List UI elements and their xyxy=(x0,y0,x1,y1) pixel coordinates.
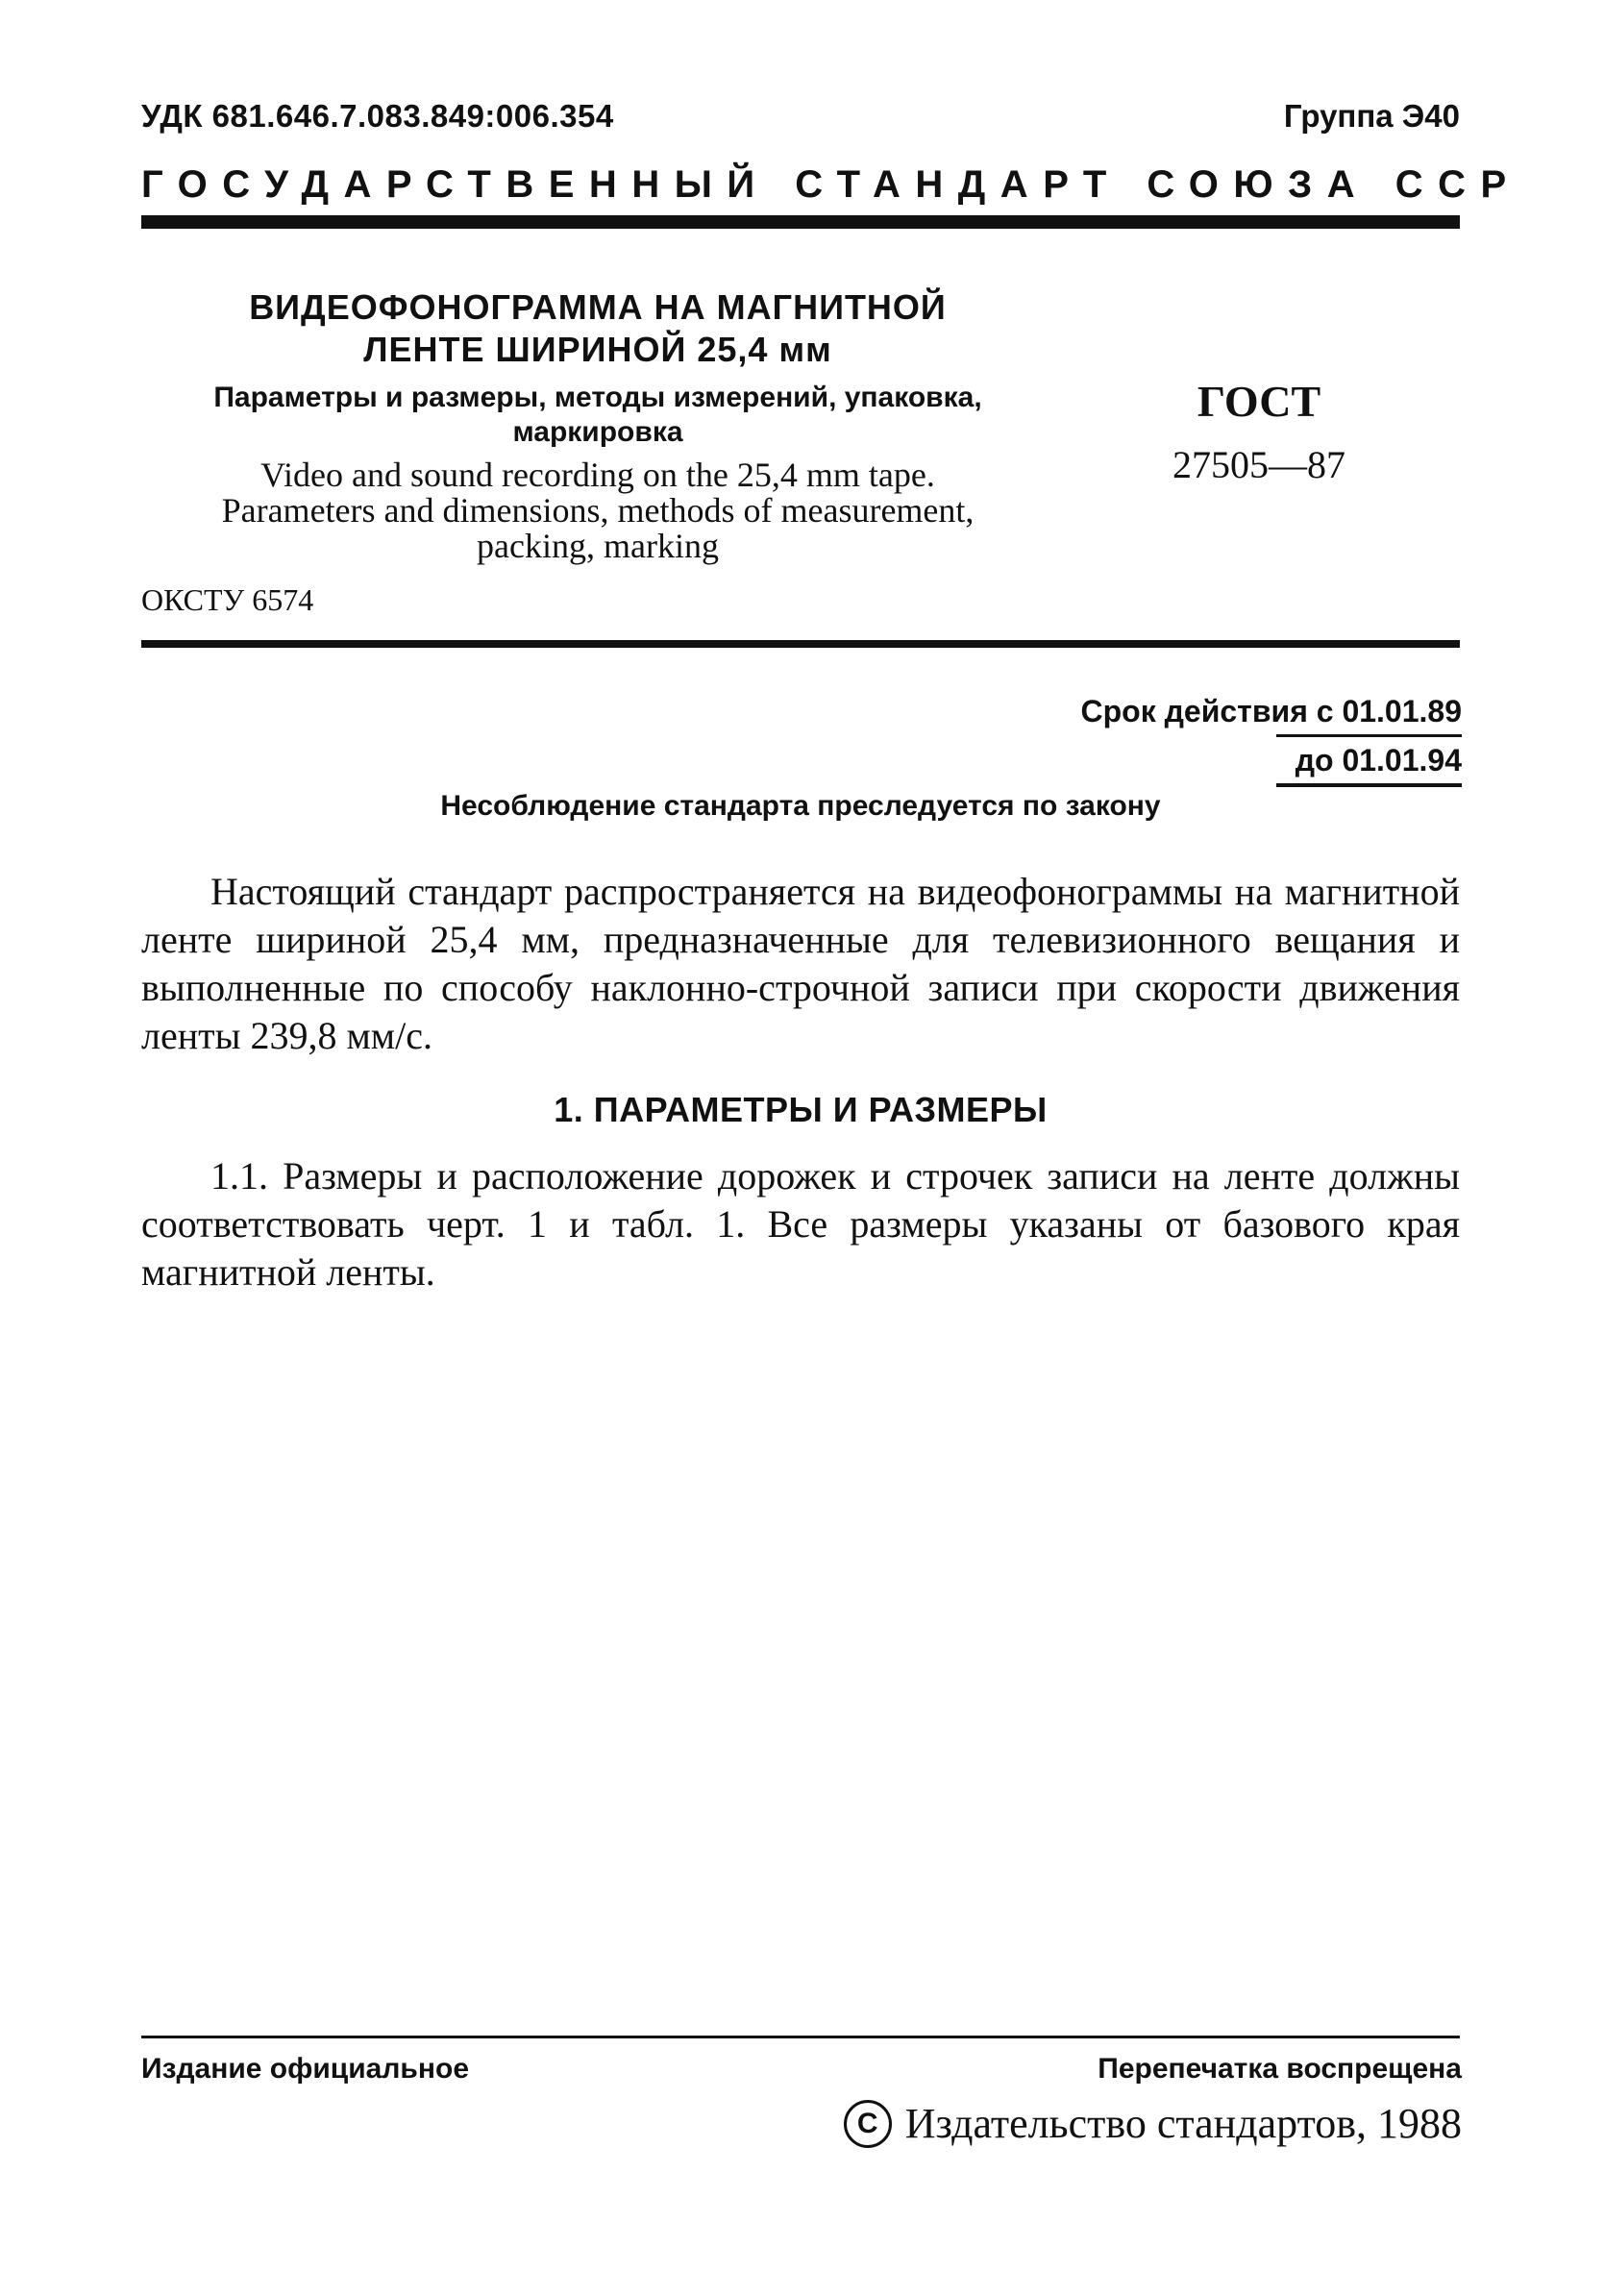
clause-1-1 xyxy=(141,1152,1460,1296)
subtitle-ru xyxy=(141,381,1054,450)
subtitle-en-line-1: Video and sound recording on the 25,4 mm tape. xyxy=(260,456,935,494)
copyright-line xyxy=(844,2099,1462,2152)
gost-number: 27505—87 xyxy=(1172,443,1345,486)
header-divider xyxy=(141,215,1460,229)
state-standard-banner: ГОСУДАРСТВЕННЫЙ СТАНДАРТ СОЮЗА ССР xyxy=(141,163,1521,206)
gost-label: ГОСТ xyxy=(1197,377,1321,426)
reprint-prohibited: Перепечатка воспрещена xyxy=(1098,2053,1462,2085)
intro-text: Настоящий стандарт распространяется на видеофонограммы на магнитной ленте шириной 25,4 мм, предназначенные для телевизионного вещания и выполненные по способу наклонно-строчной записи при скорости движения ленты 239,8 мм/с. xyxy=(141,870,1460,1057)
validity-period xyxy=(1080,688,1462,787)
okstu-code: ОКСТУ 6574 xyxy=(141,582,314,617)
clause-1-1-text: 1.1. Размеры и расположение дорожек и строчек записи на ленте должны соответствовать черт. 1 и табл. 1. Все размеры указаны от базового края магнитной ленты. xyxy=(141,1154,1460,1294)
legal-notice: Несоблюдение стандарта преследуется по закону xyxy=(440,790,1161,822)
title-line-2: ЛЕНТЕ ШИРИНОЙ 25,4 мм xyxy=(363,330,832,369)
copyright-text: Издательство стандартов, 1988 xyxy=(904,2100,1462,2147)
title-divider xyxy=(141,640,1460,648)
official-edition: Издание официальное xyxy=(141,2053,470,2085)
subtitle-en-line-3: packing, marking xyxy=(477,527,719,565)
subtitle-ru-line-2: маркировка xyxy=(512,416,683,448)
subtitle-en-line-2: Parameters and dimensions, methods of measurement, xyxy=(221,491,975,530)
subtitle-en xyxy=(141,457,1054,564)
intro-paragraph xyxy=(141,868,1460,1060)
copyright-icon: C xyxy=(844,2100,892,2148)
group-code: Группа Э40 xyxy=(1283,98,1460,134)
validity-to: до 01.01.94 xyxy=(1276,734,1462,787)
gost-designation xyxy=(1134,375,1384,494)
udc-code: УДК 681.646.7.083.849:006.354 xyxy=(141,98,614,134)
title-block xyxy=(141,286,1054,564)
footer-divider xyxy=(141,2036,1460,2038)
validity-from: Срок действия с 01.01.89 xyxy=(1080,694,1462,728)
title-line-1: ВИДЕОФОНОГРАММА НА МАГНИТНОЙ xyxy=(249,287,947,327)
subtitle-ru-line-1: Параметры и размеры, методы измерений, упаковка, xyxy=(213,382,982,413)
section-1-heading: 1. ПАРАМЕТРЫ И РАЗМЕРЫ xyxy=(554,1090,1048,1129)
